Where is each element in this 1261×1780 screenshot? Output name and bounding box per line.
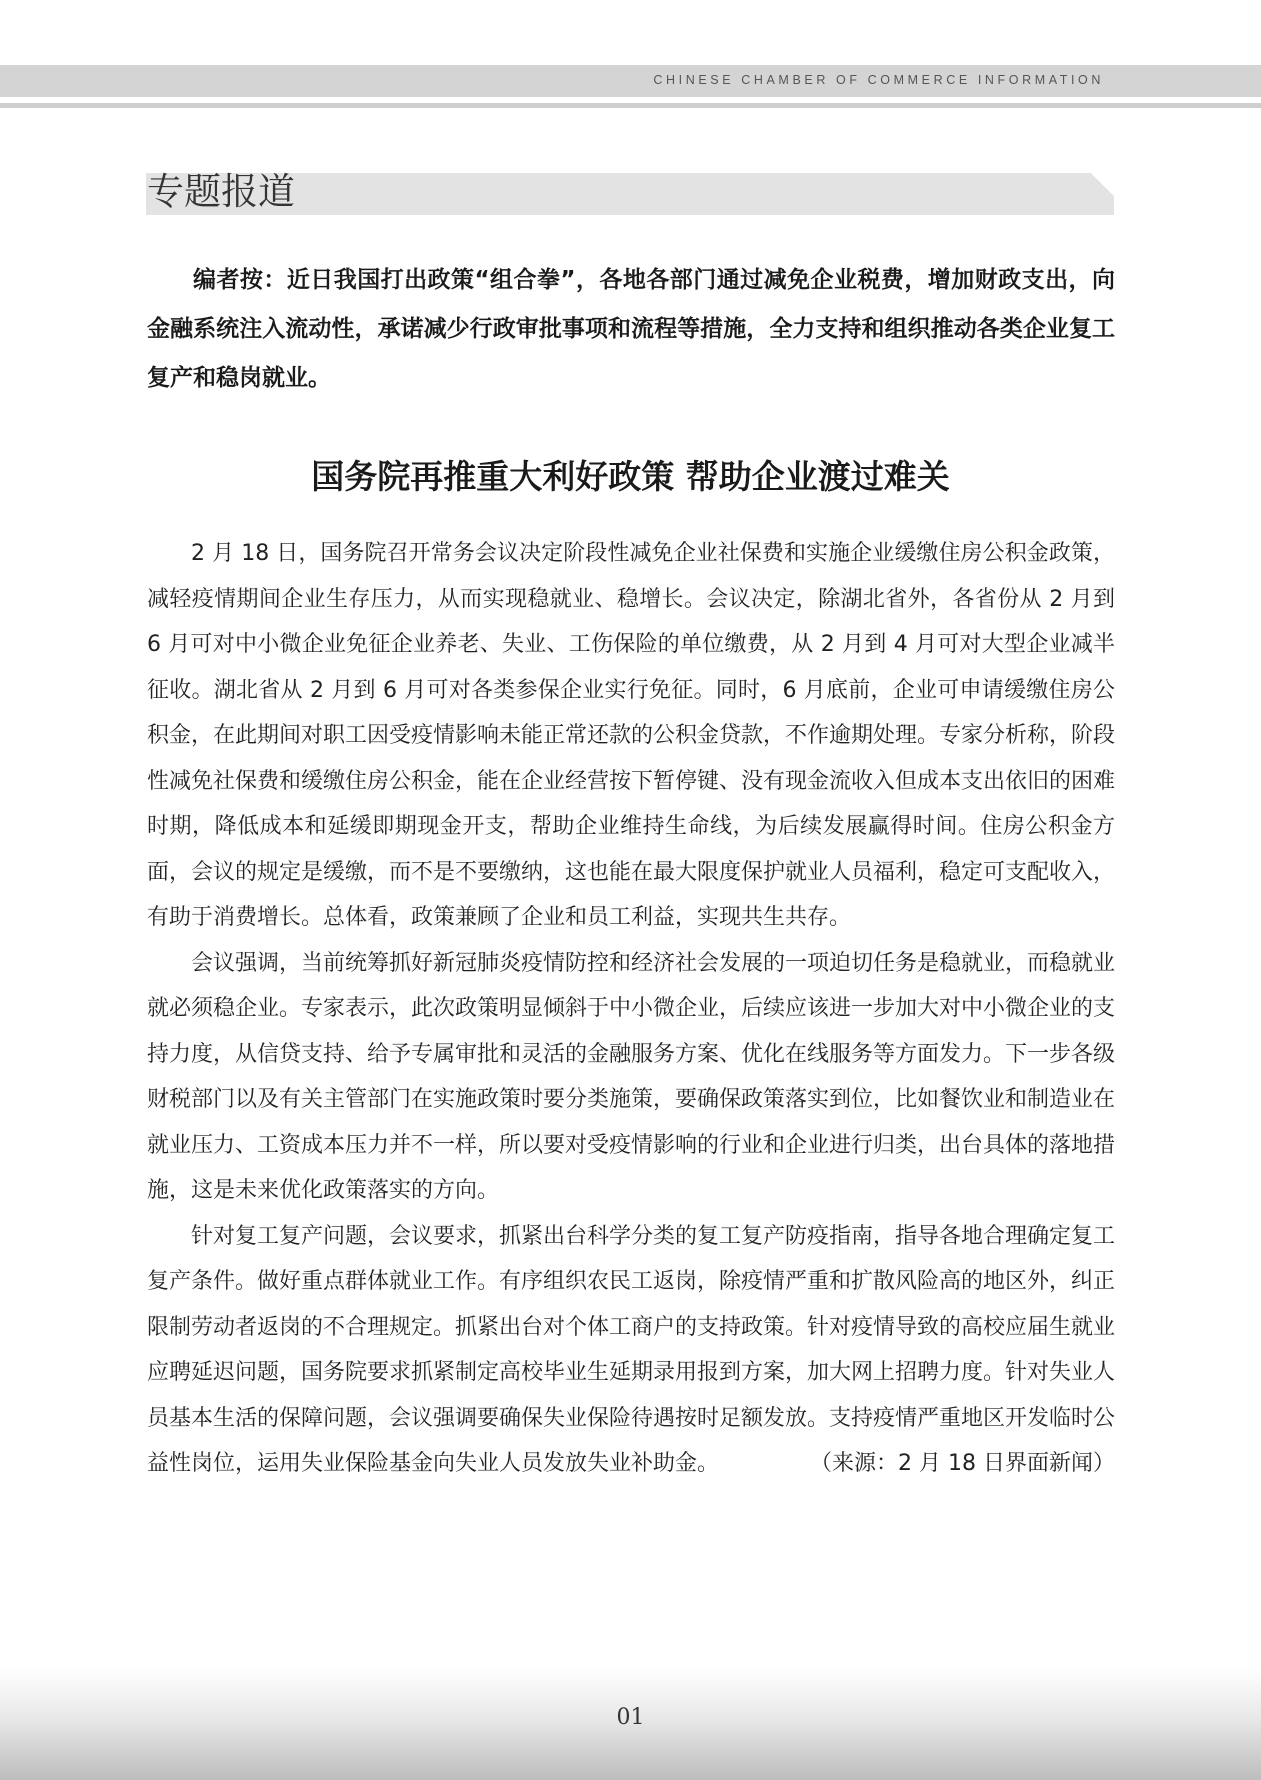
section-title: 专题报道 (147, 170, 295, 213)
page-number: 01 (616, 1705, 645, 1730)
article-paragraph: 会议强调，当前统筹抓好新冠肺炎疫情防控和经济社会发展的一项迫切任务是稳就业，而稳就业就必须稳企业。专家表示，此次政策明显倾斜于中小微企业，后续应该进一步加大对中小微企业的支持力度，从信贷支持、给予专属审批和灵活的金融服务方案、优化在线服务等方面发力。下一步各级财税部门以及有关主管部门在实施政策时要分类施策，要确保政策落实到位，比如餐饮业和制造业在就业压力、工资成本压力并不一样，所以要对受疫情影响的行业和企业进行归类，出台具体的落地措施，这是未来优化政策落实的方向。 (147, 950, 1116, 1203)
article-source: （来源：2 月 18 日界面新闻） (810, 1451, 1115, 1476)
running-title: CHINESE CHAMBER OF COMMERCE INFORMATION (653, 73, 1104, 87)
article-paragraph: 针对复工复产问题，会议要求，抓紧出台科学分类的复工复产防疫指南，指导各地合理确定复工复产条件。做好重点群体就业工作。有序组织农民工返岗，除疫情严重和扩散风险高的地区外，纠正限制劳动者返岗的不合理规定。抓紧出台对个体工商户的支持政策。针对疫情导致的高校应届生就业应聘延迟问题，国务院要求抓紧制定高校毕业生延期录用报到方案，加大网上招聘力度。针对失业人员基本生活的保障问题，会议强调要确保失业保险待遇按时足额发放。支持疫情严重地区开发临时公益性岗位，运用失业保险基金向失业人员发放失业补助金。 (147, 1223, 1116, 1476)
article-paragraph: 2 月 18 日，国务院召开常务会议决定阶段性减免企业社保费和实施企业缓缴住房公积金政策，减轻疫情期间企业生存压力，从而实现稳就业、稳增长。会议决定，除湖北省外，各省份从 2 月到 6 月可对中小微企业免征企业养老、失业、工伤保险的单位缴费，从 2 月到 4 月可对大型企业减半征收。湖北省从 2 月到 6 月可对各类参保企业实行免征。同时，6 月底前，企业可申请缓缴住房公积金，在此期间对职工因受疫情影响未能正常还款的公积金贷款，不作逾期处理。专家分析称，阶段性减免社保费和缓缴住房公积金，能在企业经营按下暂停键、没有现金流收入但成本支出依旧的困难时期，降低成本和延缓即期现金开支，帮助企业维持生命线，为后续发展赢得时间。住房公积金方面，会议的规定是缓缴，而不是不要缴纳，这也能在最大限度保护就业人员福利，稳定可支配收入，有助于消费增长。总体看，政策兼顾了企业和员工利益，实现共生共存。 (147, 541, 1116, 930)
article-title: 国务院再推重大利好政策 帮助企业渡过难关 (311, 457, 950, 496)
header-divider (0, 103, 1261, 108)
editor-note: 编者按：近日我国打出政策“组合拳”，各地各部门通过减免企业税费，增加财政支出，向金融系统注入流动性，承诺减少行政审批事项和流程等措施，全力支持和组织推动各类企业复工复产和稳岗就业。 (147, 267, 1115, 391)
article-body (147, 531, 1115, 1487)
